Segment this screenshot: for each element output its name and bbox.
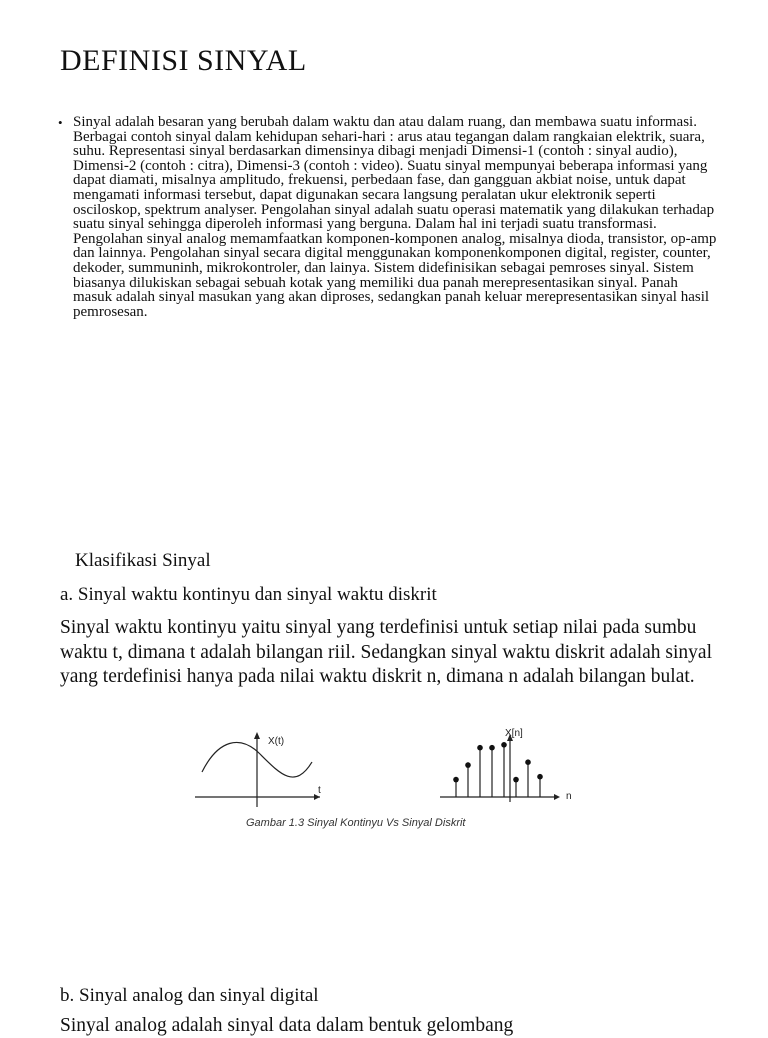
- paragraph-a: Sinyal waktu kontinyu yaitu sinyal yang terdefinisi untuk setiap nilai pada sumbu waktu t, dimana t adalah bilangan riil. Sedangkan sinyal waktu diskrit adalah sinyal yang terdefinisi hanya pada nilai waktu diskrit n, dimana n adalah bilangan bulat.: [60, 617, 713, 687]
- subsection-heading-a: a. Sinyal waktu kontinyu dan sinyal waktu diskrit: [60, 584, 437, 605]
- signal-figure-svg: [190, 722, 590, 834]
- discrete-sample-point: [537, 774, 543, 780]
- continuous-time-label: t: [318, 785, 321, 796]
- section-heading: Klasifikasi Sinyal: [75, 550, 211, 571]
- discrete-sample-point: [453, 777, 459, 783]
- discrete-index-arrow: [554, 794, 560, 800]
- subsection-heading-b: b. Sinyal analog dan sinyal digital: [60, 985, 319, 1006]
- discrete-axis-label: X[n]: [505, 728, 523, 739]
- signal-figure: [190, 722, 590, 834]
- continuous-axis-label: X(t): [268, 736, 285, 747]
- discrete-sample-point: [525, 759, 531, 765]
- continuous-plot: [195, 732, 321, 807]
- definition-paragraph: Sinyal adalah besaran yang berubah dalam waktu dan atau dalam ruang, dan membawa suatu informasi. Berbagai contoh sinyal dalam kehidupan sehari-hari : arus atau tegangan dalam rangkaian elektrik, suara, suhu. Representasi sinyal berdasarkan dimensinya dibagi menjadi Dimensi-1 (contoh : sinyal audio), Dimensi-2 (contoh : citra), Dimensi-3 (contoh : video). Suatu sinyal mempunyai beberapa informasi yang dapat diamati, misalnya amplitudo, frekuensi, perbedaan fase, dan gangguan akbiat noise, untuk dapat mengamati informasi tersebut, dapat digunakan secara langsung peralatan ukur elektronik seperti osciloskop, spektrum analyser. Pengolahan sinyal adalah suatu operasi matematik yang dilakukan terhadap suatu sinyal sehingga diperoleh informasi yang berguna. Dalam hal ini terjadi suatu transformasi. Pengolahan sinyal analog memamfaatkan komponen-komponen analog, misalnya dioda, transistor, op-amp dan lainnya. Pengolahan sinyal secara digital menggunakan komponenkomponen digital, register, counter, dekoder, summuninh, mikrokontroler, dan lainya. Sistem didefinisikan sebagai pemroses sinyal. Sistem biasanya dilukiskan sebagai sebuah kotak yang memiliki dua panah merepresentasikan sinyal. Panah masuk adalah sinyal masukan yang akan diproses, sedangkan panah keluar merepresentasikan sinyal hasil pemrosesan.: [73, 114, 717, 320]
- discrete-sample-point: [489, 745, 495, 751]
- page-title: DEFINISI SINYAL: [60, 44, 307, 77]
- discrete-sample-point: [501, 742, 507, 748]
- discrete-index-label: n: [566, 791, 572, 802]
- discrete-plot: [440, 728, 572, 802]
- discrete-sample-point: [513, 777, 519, 783]
- figure-caption: Gambar 1.3 Sinyal Kontinyu Vs Sinyal Diskrit: [246, 817, 466, 829]
- paragraph-b: Sinyal analog adalah sinyal data dalam bentuk gelombang: [60, 1015, 514, 1036]
- discrete-sample-point: [477, 745, 483, 751]
- bullet-marker: •: [58, 115, 63, 130]
- discrete-sample-point: [465, 762, 471, 768]
- continuous-value-arrow: [254, 732, 260, 739]
